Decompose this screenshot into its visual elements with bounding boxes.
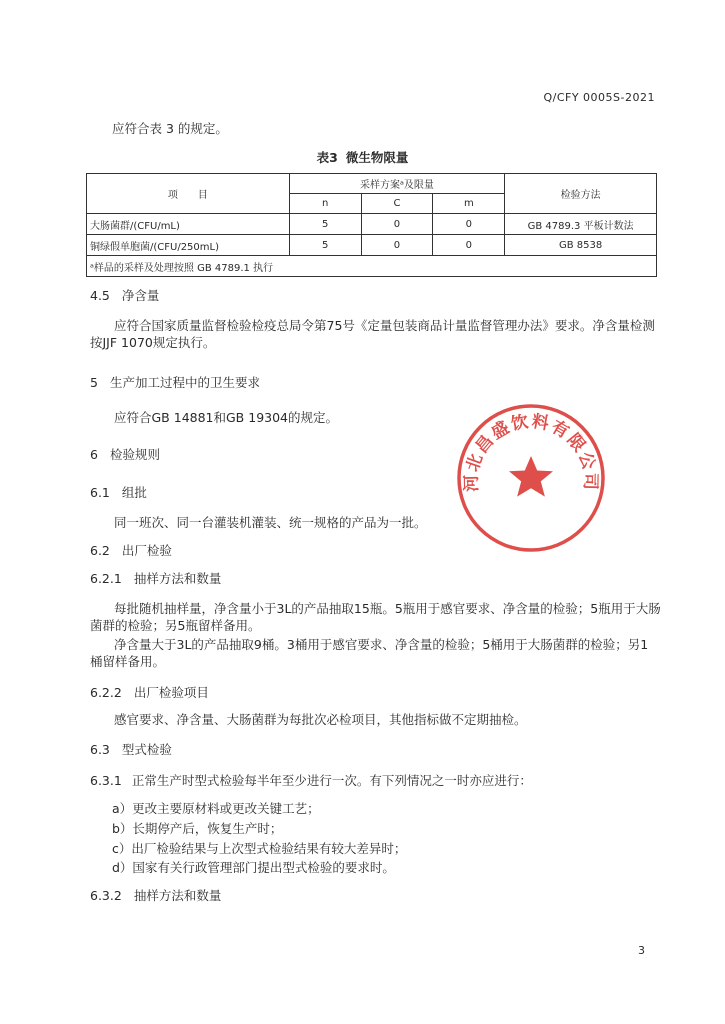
list-item: d）国家有关行政管理部门提出型式检验的要求时。 xyxy=(112,860,395,875)
section-4-5-heading xyxy=(90,287,159,305)
section-number: 6.2.1 xyxy=(90,571,122,586)
table-caption-title: 微生物限量 xyxy=(345,150,409,165)
row-method: GB 4789.3 平板计数法 xyxy=(505,214,657,235)
document-code: Q/CFY 0005S-2021 xyxy=(543,91,655,104)
row-n: 5 xyxy=(289,235,361,256)
row-c: 0 xyxy=(361,214,433,235)
row-m: 0 xyxy=(433,214,505,235)
section-number: 6.3.2 xyxy=(90,888,122,903)
section-title: 抽样方法和数量 xyxy=(133,571,222,586)
section-6-2-1-heading xyxy=(90,570,221,588)
section-6-2-1-p1-line1: 每批随机抽样量，净含量小于3L的产品抽取15瓶。5瓶用于感官要求、净含量的检验；5瓶用于大肠 xyxy=(114,601,661,616)
section-6-1-heading xyxy=(90,484,147,502)
section-6-3-heading xyxy=(90,741,172,759)
header-c: C xyxy=(361,194,433,214)
table-caption xyxy=(0,148,725,166)
header-method: 检验方法 xyxy=(505,174,657,214)
section-6-3-2-heading xyxy=(90,887,221,905)
header-n: n xyxy=(289,194,361,214)
section-6-2-1-p2-line1: 净含量大于3L的产品抽取9桶。3桶用于感官要求、净含量的检验；5桶用于大肠菌群的检验；另1 xyxy=(114,637,649,652)
section-6-2-2-heading xyxy=(90,684,209,702)
section-title: 型式检验 xyxy=(121,742,172,757)
section-6-2-1-p2-line2: 桶留样备用。 xyxy=(90,654,166,669)
list-item: a）更改主要原材料或更改关键工艺； xyxy=(112,801,320,816)
section-number: 6 xyxy=(90,447,98,462)
section-title: 生产加工过程中的卫生要求 xyxy=(109,375,260,390)
row-item: 大肠菌群/(CFU/mL) xyxy=(87,214,290,235)
row-m: 0 xyxy=(433,235,505,256)
section-title: 出厂检验项目 xyxy=(133,685,209,700)
table-caption-number: 表3 xyxy=(316,150,338,165)
section-6-heading xyxy=(90,446,160,464)
row-item: 铜绿假单胞菌/(CFU/250mL) xyxy=(87,235,290,256)
header-m: m xyxy=(433,194,505,214)
section-6-1-text: 同一班次、同一台灌装机灌装、统一规格的产品为一批。 xyxy=(114,515,427,530)
section-title: 检验规则 xyxy=(109,447,160,462)
seal-star-icon xyxy=(509,456,553,497)
list-item: c）出厂检验结果与上次型式检验结果有较大差异时； xyxy=(112,841,407,856)
section-6-2-1-p1-line2: 菌群的检验；另5瓶留样备用。 xyxy=(90,618,261,633)
section-4-5-line1: 应符合国家质量监督检验检疫总局令第75号《定量包装商品计量监督管理办法》要求。净含量检测 xyxy=(114,318,655,333)
section-6-2-heading xyxy=(90,542,172,560)
seal-text: 河北昌盛饮料有限公司 xyxy=(461,411,601,492)
header-sampling: 采样方案ᵃ及限量 xyxy=(289,174,505,194)
section-number: 5 xyxy=(90,375,98,390)
company-seal-stamp xyxy=(455,402,607,554)
section-title: 净含量 xyxy=(121,288,160,303)
page-number: 3 xyxy=(638,944,645,957)
section-6-2-2-text: 感官要求、净含量、大肠菌群为每批次必检项目，其他指标做不定期抽检。 xyxy=(114,712,527,727)
row-method: GB 8538 xyxy=(505,235,657,256)
header-item: 项 目 xyxy=(87,174,290,214)
list-item: b）长期停产后，恢复生产时； xyxy=(112,821,283,836)
section-5-heading xyxy=(90,374,260,392)
section-title: 出厂检验 xyxy=(121,543,172,558)
section-6-3-1-text: 正常生产时型式检验每半年至少进行一次。有下列情况之一时亦应进行： xyxy=(131,773,532,788)
table-row xyxy=(87,214,657,235)
row-n: 5 xyxy=(289,214,361,235)
microbial-limits-table xyxy=(86,173,657,277)
section-number: 6.1 xyxy=(90,485,110,500)
section-number: 6.3.1 xyxy=(90,773,122,788)
table-row xyxy=(87,235,657,256)
section-number: 6.2 xyxy=(90,543,110,558)
section-number: 4.5 xyxy=(90,288,110,303)
row-c: 0 xyxy=(361,235,433,256)
section-title: 组批 xyxy=(121,485,147,500)
intro-text: 应符合表 3 的规定。 xyxy=(112,121,228,136)
section-number: 6.3 xyxy=(90,742,110,757)
section-title: 抽样方法和数量 xyxy=(133,888,222,903)
section-4-5-line2: 按JJF 1070规定执行。 xyxy=(90,335,216,350)
section-number: 6.2.2 xyxy=(90,685,122,700)
section-5-text: 应符合GB 14881和GB 19304的规定。 xyxy=(114,410,338,425)
section-6-3-1-paragraph xyxy=(90,772,532,790)
table-footnote: ᵃ样品的采样及处理按照 GB 4789.1 执行 xyxy=(87,256,657,277)
table-footnote-row xyxy=(87,256,657,277)
